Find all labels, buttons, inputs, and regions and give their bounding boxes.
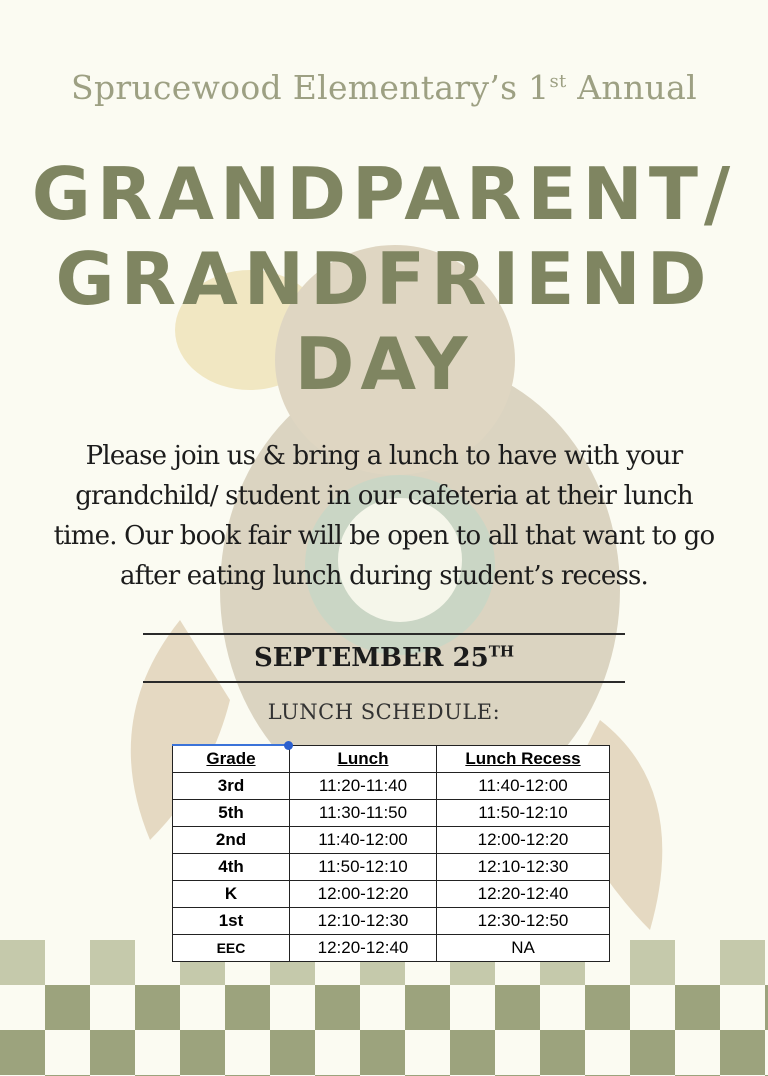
- lunch-time-cell: 12:20-12:40: [290, 935, 437, 962]
- checker-square: [0, 1030, 45, 1075]
- checker-square: [315, 985, 360, 1030]
- table-row: [173, 935, 610, 962]
- checker-square: [495, 985, 540, 1030]
- lunch-time-cell: 12:00-12:20: [290, 881, 437, 908]
- lunch-schedule-table: [172, 745, 610, 962]
- checker-square: [630, 1030, 675, 1075]
- checker-square: [90, 940, 135, 985]
- invitation-line: Please join us & bring a lunch to have with your: [85, 441, 683, 471]
- column-header-lunch-recess: Lunch Recess: [437, 746, 610, 773]
- table-row: [173, 908, 610, 935]
- grade-cell: EEC: [173, 935, 290, 962]
- subtitle-ordinal-suffix: st: [549, 71, 567, 92]
- date-divider-top: [143, 633, 625, 635]
- checker-square: [405, 985, 450, 1030]
- recess-time-cell: NA: [437, 935, 610, 962]
- recess-time-cell: 11:50-12:10: [437, 800, 610, 827]
- grade-cell: K: [173, 881, 290, 908]
- recess-time-cell: 12:10-12:30: [437, 854, 610, 881]
- grade-cell: 2nd: [173, 827, 290, 854]
- recess-time-cell: 11:40-12:00: [437, 773, 610, 800]
- checker-square: [720, 940, 765, 985]
- checker-square: [630, 940, 675, 985]
- table-row: [173, 800, 610, 827]
- checker-square: [135, 985, 180, 1030]
- recess-time-cell: 12:30-12:50: [437, 908, 610, 935]
- lunch-time-cell: 11:20-11:40: [290, 773, 437, 800]
- table-row: [173, 827, 610, 854]
- checker-square: [0, 940, 45, 985]
- schedule-title: LUNCH SCHEDULE:: [267, 700, 501, 724]
- grade-cell: 3rd: [173, 773, 290, 800]
- recess-time-cell: 12:00-12:20: [437, 827, 610, 854]
- lunch-time-cell: 11:40-12:00: [290, 827, 437, 854]
- checker-square: [720, 1030, 765, 1075]
- invitation-line: time. Our book fair will be open to all that want to go: [53, 521, 715, 551]
- checker-square: [585, 985, 630, 1030]
- event-subtitle: [0, 68, 768, 107]
- table-resize-handle[interactable]: [284, 741, 293, 750]
- table-selection-outline: [172, 744, 289, 746]
- event-date-suffix: TH: [488, 642, 515, 661]
- checker-square: [540, 1030, 585, 1075]
- subtitle-annual-text: Annual: [566, 68, 697, 107]
- table-row: [173, 854, 610, 881]
- invitation-line: after eating lunch during student’s recess.: [119, 561, 649, 591]
- column-header-lunch: Lunch: [290, 746, 437, 773]
- checker-square: [90, 1030, 135, 1075]
- column-header-grade: Grade: [173, 746, 290, 773]
- grade-cell: 5th: [173, 800, 290, 827]
- lunch-time-cell: 11:50-12:10: [290, 854, 437, 881]
- table-row: [173, 881, 610, 908]
- lunch-time-cell: 12:10-12:30: [290, 908, 437, 935]
- checker-square: [360, 1030, 405, 1075]
- grade-cell: 4th: [173, 854, 290, 881]
- lunch-time-cell: 11:30-11:50: [290, 800, 437, 827]
- checker-square: [225, 985, 270, 1030]
- table-row: [173, 773, 610, 800]
- event-date: [0, 638, 768, 678]
- subtitle-school-text: Sprucewood Elementary’s 1: [71, 68, 550, 107]
- grade-cell: 1st: [173, 908, 290, 935]
- recess-time-cell: 12:20-12:40: [437, 881, 610, 908]
- event-date-text: SEPTEMBER 25: [253, 643, 489, 673]
- table-header-row: [173, 746, 610, 773]
- invitation-line: grandchild/ student in our cafeteria at their lunch: [75, 481, 693, 511]
- checker-square: [675, 985, 720, 1030]
- date-divider-bottom: [143, 681, 625, 683]
- headline-line-3: DAY: [294, 322, 474, 406]
- headline-line-2: GRANDFRIEND: [55, 237, 713, 321]
- checker-square: [45, 985, 90, 1030]
- invitation-text: [40, 436, 728, 596]
- headline-line-1: GRANDPARENT/: [31, 152, 737, 236]
- checker-square: [180, 1030, 225, 1075]
- checker-square: [270, 1030, 315, 1075]
- checker-square: [450, 1030, 495, 1075]
